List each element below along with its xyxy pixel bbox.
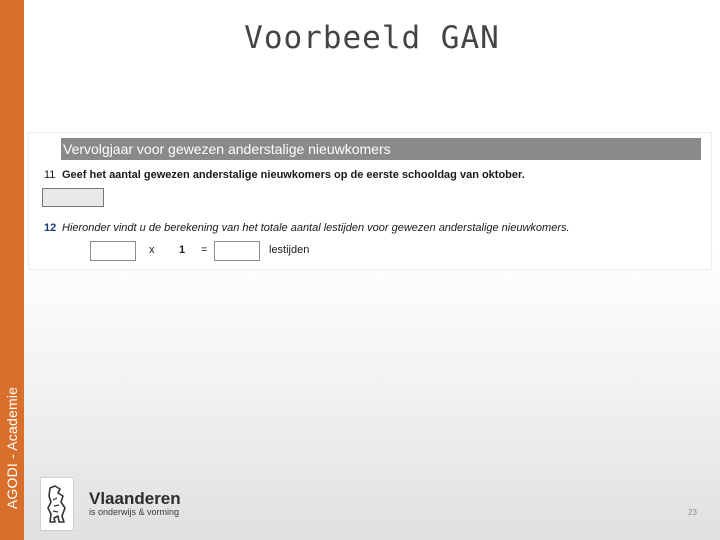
side-label-container [0,0,24,540]
logo-name: Vlaanderen [89,489,181,508]
question-11-number: 11 [44,169,56,181]
form-section-header: Vervolgjaar voor gewezen anderstalige nieuwkomers [61,138,701,160]
question-12-text: Hieronder vindt u de berekening van het totale aantal lestijden voor gewezen anderstalige nieuwkomers. [62,222,570,234]
question-11-text: Geef het aantal gewezen anderstalige nieuwkomers op de eerste schooldag van oktober. [62,169,525,181]
page-number: 23 [688,508,697,517]
question-12-number: 12 [44,222,57,234]
form-screenshot [28,132,712,270]
equals-sign: = [201,244,208,256]
slide-title: Voorbeeld GAN [244,20,500,56]
flemish-lion-icon [40,477,74,531]
multiply-sign: x [149,244,155,256]
unit-label: lestijden [269,244,310,256]
side-label: AGODI - Academie [4,386,20,510]
question-12-result-field[interactable] [214,241,260,261]
logo-tagline: is onderwijs & vorming [89,507,180,517]
multiplier-value: 1 [179,244,186,256]
question-11-input[interactable] [42,188,104,207]
question-12-count-field[interactable] [90,241,136,261]
